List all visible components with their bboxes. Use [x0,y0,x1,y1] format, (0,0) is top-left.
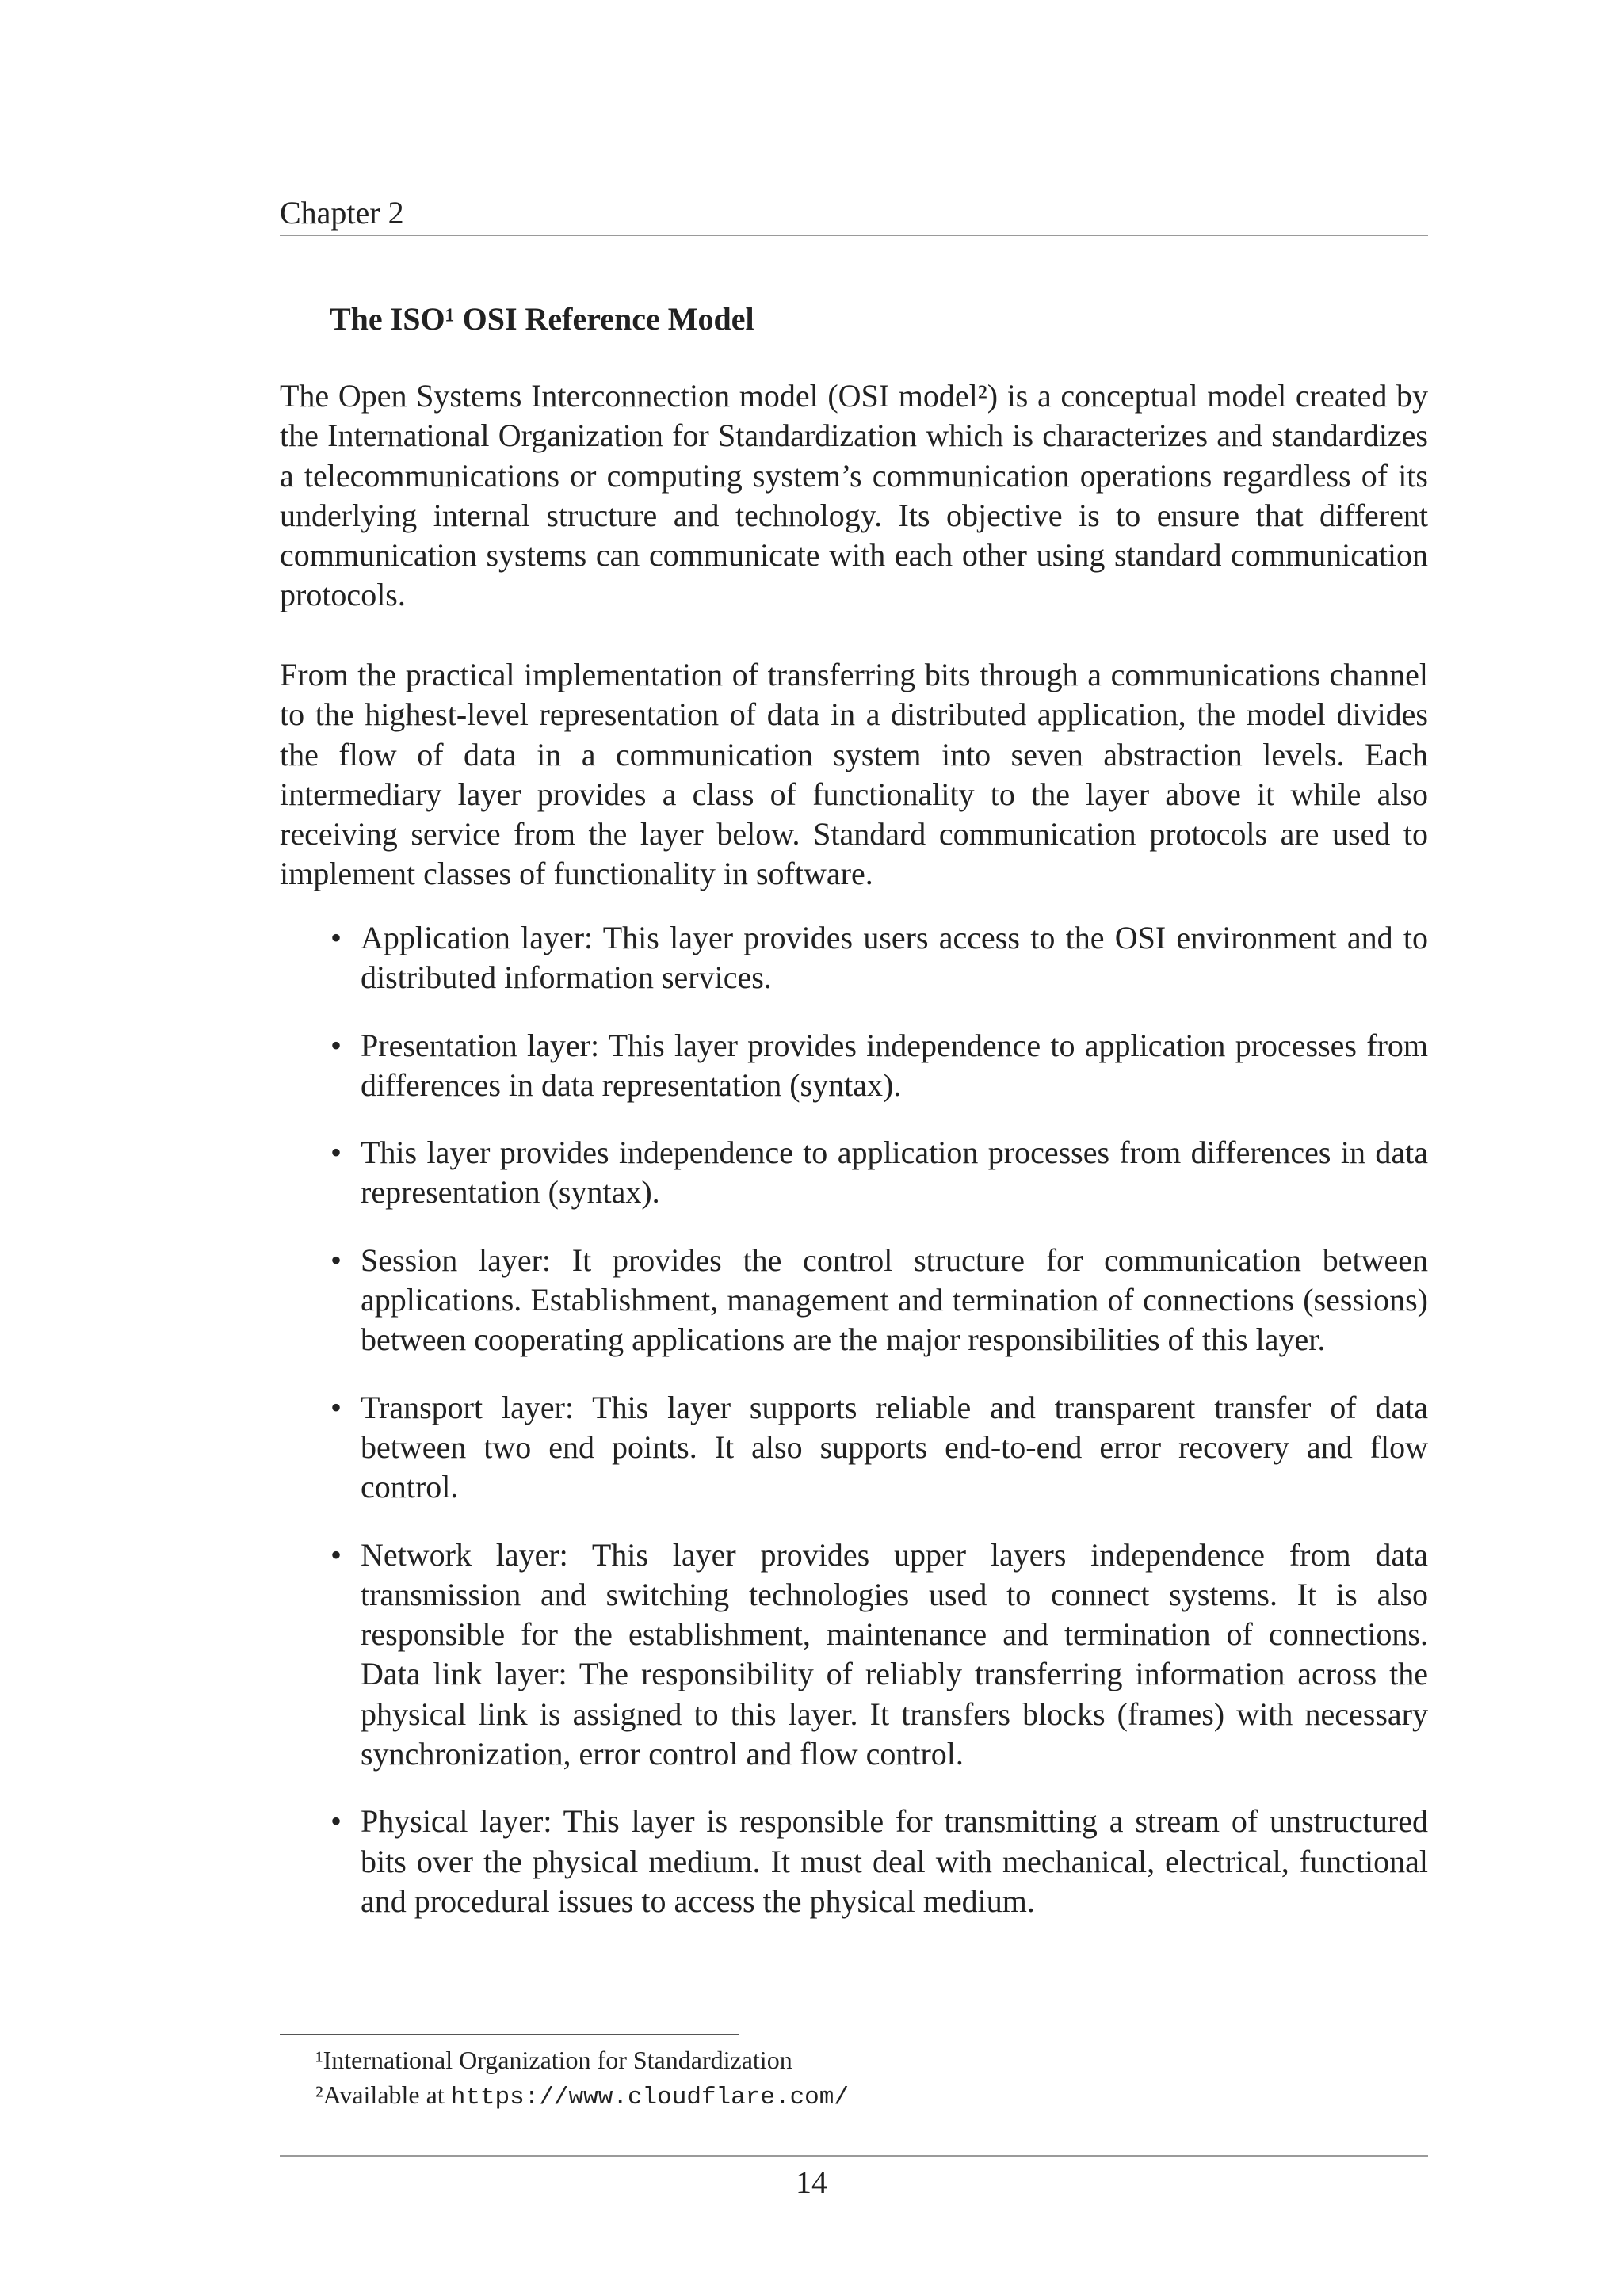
page-number: 14 [796,2164,827,2200]
bullet-icon: • [330,920,342,955]
footnote-2-url-link[interactable]: https://www.cloudflare.com/ [450,2084,849,2111]
layer-description: Transport layer: This layer supports reliable and transparent transfer of data between two end points. It also supports end-to-end error recovery and flow control. [361,1389,1428,1505]
bullet-icon: • [330,1027,342,1063]
layer-item-presentation [280,1026,1428,1106]
bullet-icon: • [330,1135,342,1171]
footnote-divider [280,2034,739,2035]
layers-overview-paragraph: From the practical implementation of transferring bits through a communications channel to the highest-level representation of data in a distributed application, the model divides the flow of data in a communication system into seven abstraction levels. Each intermediary layer provides a class of functionality to the layer above it while also receiving service from the layer below. Standard communication protocols are used to implement classes of functionality in software. [280,657,1428,892]
bullet-icon: • [330,1241,342,1278]
footnote-2-prefix: ²Available at [315,2081,451,2109]
layer-description: Presentation layer: This layer provides independence to application processes from differences in data representation (syntax). [361,1027,1428,1103]
footnote-1-text: ¹International Organization for Standardization [315,2046,792,2074]
osi-layer-list [280,918,1428,1949]
footnote-1 [315,2044,792,2076]
bullet-icon: • [330,1536,342,1573]
layer-description: Session layer: It provides the control structure for communication between applications. Establishment, management and termination of connections (sessions) between cooperating applications are the major responsibilities of this layer. [361,1241,1428,1358]
chapter-label: Chapter 2 [280,195,404,231]
layer-item-transport [280,1388,1428,1508]
section-title: The ISO¹ OSI Reference Model [330,301,754,337]
layer-description: Physical layer: This layer is responsible for transmitting a stream of unstructured bits over the physical medium. It must deal with mechanical, electrical, functional and procedural issues to access the physical medium. [361,1803,1428,1919]
layer-description: Application layer: This layer provides users access to the OSI environment and to distributed information services. [361,920,1428,996]
bullet-icon: • [330,1389,342,1425]
layer-item-application [280,918,1428,998]
layer-description: Network layer: This layer provides upper layers independence from data transmission and switching technologies used to connect systems. It is also responsible for the establishment, maintenance and termination of connections. Data link layer: The responsibility of reliably transferring information across the physical link is assigned to this layer. It transfers blocks (frames) with necessary synchronization, error control and flow control. [361,1536,1428,1772]
running-head [280,192,1428,236]
footer-divider [280,2155,1428,2157]
footnote-2 [315,2079,849,2114]
layer-item-session [280,1241,1428,1360]
layer-item-network [280,1535,1428,1775]
bullet-icon: • [330,1803,342,1840]
layer-item-duplicate-presentation [280,1133,1428,1213]
layer-item-physical [280,1802,1428,1921]
intro-paragraph: The Open Systems Interconnection model (OSI model²) is a conceptual model created by the International Organization for Standardization which is characterizes and standardizes a telecommunications or computing system’s communication operations regardless of its underlying internal structure and technology. Its objective is to ensure that different communication systems can communicate with each other using standard communication protocols. [280,378,1428,613]
layer-description: This layer provides independence to application processes from differences in data representation (syntax). [361,1135,1428,1211]
